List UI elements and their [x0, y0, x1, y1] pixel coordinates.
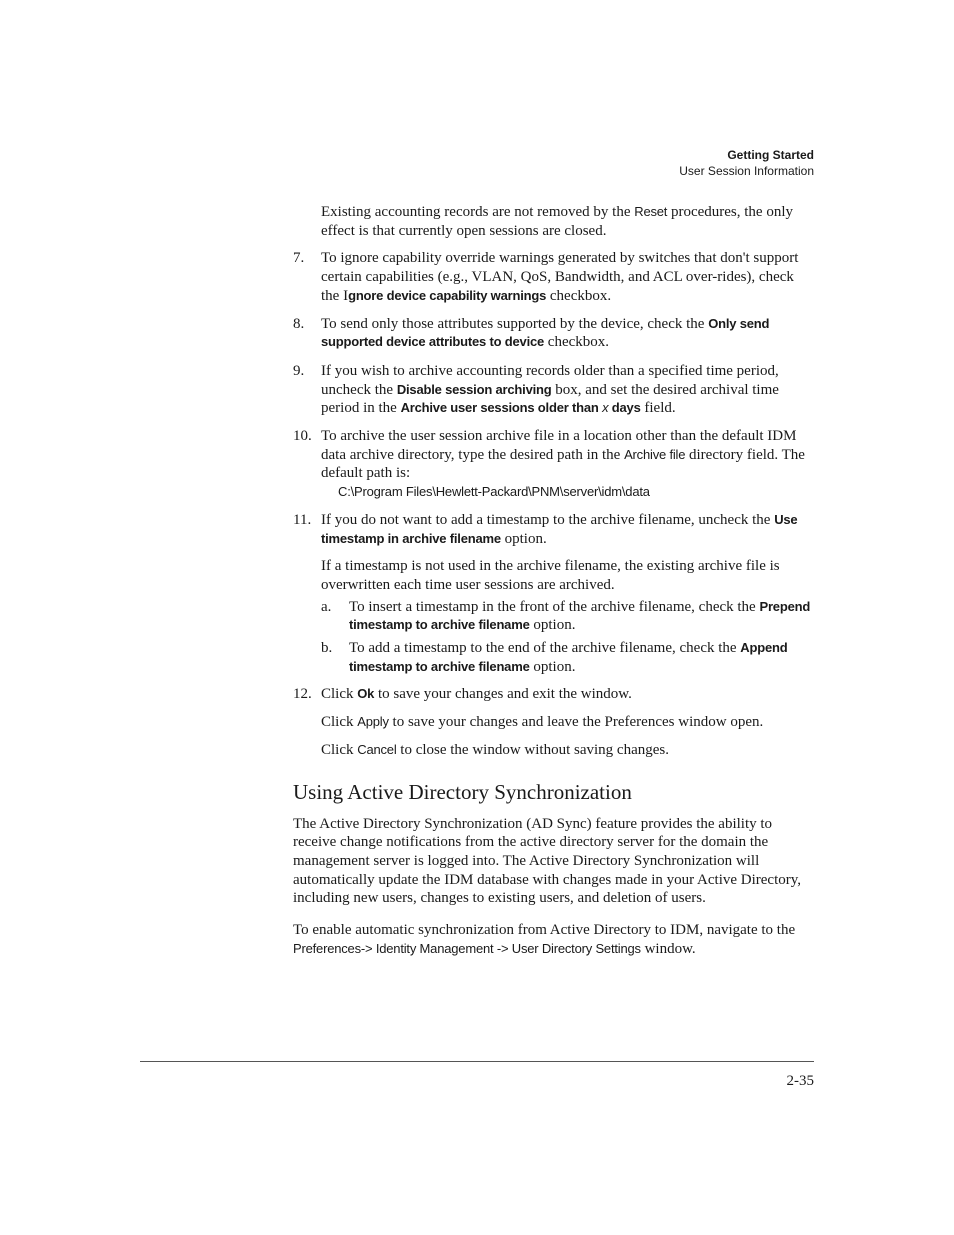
- text: procedures, the only effect is that currently open sessions are closed.: [321, 204, 794, 239]
- sub-item-label: a.: [321, 598, 332, 615]
- sub-item-a: [321, 598, 815, 635]
- text: Click: [321, 686, 358, 703]
- list-number: 11.: [293, 511, 312, 528]
- page-body: [293, 203, 815, 959]
- ui-term: Reset: [634, 204, 668, 219]
- text: To add a timestamp to the end of the archive filename, check the: [349, 640, 741, 657]
- header-chapter: Getting Started: [727, 148, 814, 162]
- text: Click: [321, 714, 358, 731]
- ui-term-variable: x: [602, 400, 609, 416]
- list-item-10: [293, 427, 815, 502]
- text: If you wish to archive accounting records older than a specified time period, uncheck the: [321, 362, 779, 398]
- default-path: C:\Program Files\Hewlett-Packard\PNM\server\idm\data: [338, 484, 650, 500]
- ui-term: Archive file: [624, 446, 686, 462]
- text: to save your changes and exit the window.: [374, 686, 632, 703]
- section-paragraph-2: [293, 921, 815, 958]
- ui-term: Archive user sessions older than: [400, 400, 603, 416]
- running-header: [679, 147, 814, 179]
- ui-term: Cancel: [357, 741, 397, 757]
- intro-paragraph: [293, 203, 815, 240]
- list-item-7: [293, 249, 815, 305]
- ui-term: days: [608, 400, 641, 416]
- list-item-9: [293, 362, 815, 418]
- text: window.: [640, 940, 696, 957]
- text: field.: [640, 400, 676, 417]
- text: directory field. The default path is:: [321, 446, 805, 482]
- text: checkbox.: [544, 334, 610, 351]
- ui-term: Preferences-> Identity Management -> User Directory Settings: [293, 940, 641, 956]
- section-paragraph-1: The Active Directory Synchronization (AD Sync) feature provides the ability to receive change notifications from the active directory server for the domain the management server is logged into. The Active Directory Synchronization will automatically update the IDM database with changes made in your Active Directory, including new users, changes to existing users, and deletion of users.: [293, 815, 802, 907]
- sub-item-label: b.: [321, 640, 333, 657]
- ui-term: Disable session archiving: [396, 381, 552, 397]
- text: Click: [321, 741, 358, 758]
- text: To send only those attributes supported by the device, check the: [321, 315, 709, 332]
- text: To insert a timestamp in the front of the archive filename, check the: [349, 598, 760, 615]
- apply-instruction: [321, 713, 815, 732]
- list-number: 9.: [293, 362, 305, 379]
- text: If you do not want to add a timestamp to the archive filename, uncheck the: [321, 511, 775, 528]
- list-number: 8.: [293, 315, 305, 332]
- cancel-instruction: [321, 741, 815, 760]
- list-item-12: [293, 685, 815, 759]
- text: To archive the user session archive file in a location other than the default IDM data archive directory, type the desired path in the: [321, 428, 797, 463]
- text: to save your changes and leave the Preferences window open.: [388, 714, 764, 731]
- text: box, and set the desired archival time period in the: [321, 381, 779, 417]
- text: option.: [529, 617, 576, 634]
- text: Existing accounting records are not removed by the: [321, 204, 635, 220]
- page-number: 2-35: [786, 1073, 814, 1089]
- list-item-8: [293, 315, 815, 352]
- ui-term: Apply: [357, 714, 389, 730]
- ui-term: Only send supported device attributes to device: [321, 315, 770, 350]
- ui-term: Append timestamp to archive filename: [349, 640, 788, 674]
- footer-rule: [140, 1061, 814, 1062]
- text: checkbox.: [546, 287, 612, 304]
- header-section: User Session Information: [679, 164, 814, 178]
- ui-term: Ok: [357, 686, 375, 702]
- ui-term: Use timestamp in archive filename: [321, 511, 798, 546]
- text: to close the window without saving changes.: [396, 741, 669, 758]
- text: option.: [500, 530, 547, 547]
- ui-term: Prepend timestamp to archive filename: [349, 598, 811, 633]
- text: option.: [529, 658, 576, 675]
- list-number: 12.: [293, 686, 312, 703]
- sub-item-b: [321, 639, 815, 676]
- item-11-note: If a timestamp is not used in the archive filename, the existing archive file is overwritten each time user sessions are archived.: [321, 558, 780, 593]
- list-number: 7.: [293, 250, 305, 267]
- list-number: 10.: [293, 428, 312, 445]
- ui-term: gnore device capability warnings: [348, 287, 547, 303]
- section-heading: Using Active Directory Synchronization: [293, 779, 632, 804]
- text: To ignore capability override warnings generated by switches that don't support certain capabilities (e.g., VLAN, QoS, Bandwidth, and ACL over-rides), check the I: [321, 250, 799, 304]
- text: To enable automatic synchronization from Active Directory to IDM, navigate to the: [293, 922, 796, 939]
- list-item-11: [293, 511, 815, 677]
